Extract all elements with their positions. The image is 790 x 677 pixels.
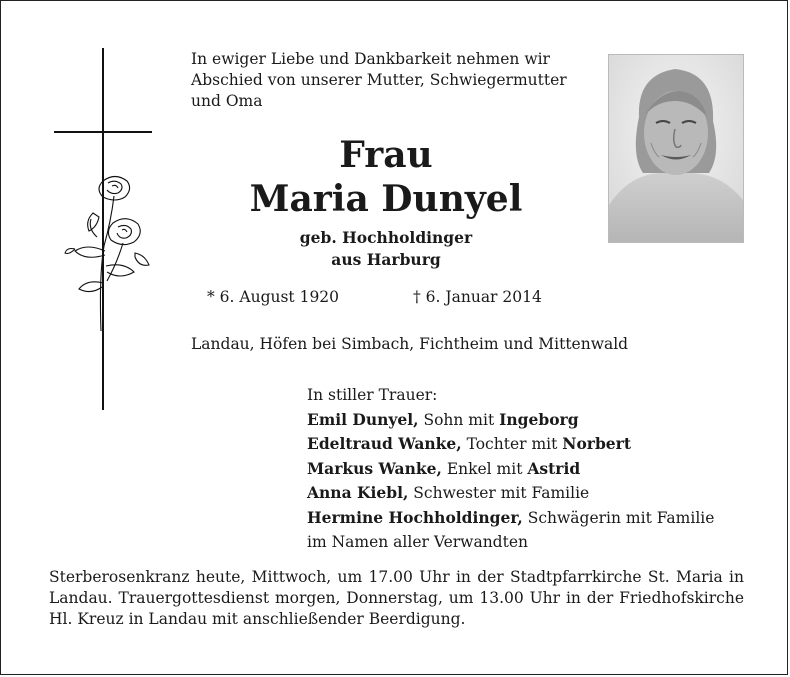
mourner-name: Markus Wanke, (307, 458, 442, 478)
intro-text: In ewiger Liebe und Dankbarkeit nehmen wir Abschied von unserer Mutter, Schwiegermutter und Oma (191, 50, 567, 110)
mourner-relation: Enkel mit (446, 459, 523, 478)
mourner-name: Anna Kiebl, (307, 483, 409, 503)
mourner-relation: Schwägerin mit Familie (527, 508, 715, 527)
mourner-row (307, 481, 767, 506)
mourner-partner: Ingeborg (499, 409, 579, 429)
mourner-relation: Tochter mit (466, 435, 558, 454)
mourner-row (307, 432, 767, 457)
deceased-name: Maria Dunyel (249, 178, 523, 220)
origin: aus Harburg (331, 250, 441, 269)
mourners-heading: In stiller Trauer: (307, 386, 438, 404)
mourner-name: Emil Dunyel, (307, 409, 419, 429)
mourner-row (307, 457, 767, 482)
roses-icon (63, 171, 155, 336)
mourner-partner: Astrid (527, 458, 581, 478)
mourner-relation: Sohn mit (423, 410, 495, 429)
death-date: † 6. Januar 2014 (413, 288, 542, 306)
portrait-photo (608, 54, 744, 243)
cross-bar (54, 131, 152, 133)
mourner-name: Hermine Hochholdinger, (307, 507, 523, 527)
mourner-partner: Norbert (562, 434, 631, 454)
mourner-relation: Schwester mit Familie (413, 484, 590, 503)
deceased-name-block (191, 133, 581, 271)
birth-date: * 6. August 1920 (207, 288, 340, 306)
salutation: Frau (339, 134, 433, 176)
service-details: Sterberosenkranz heute, Mittwoch, um 17.00 Uhr in der Stadtpfarrkirche St. Maria in Landau. Trauergottesdienst morgen, Donnerstag, um 13.00 Uhr in der Friedhofskirche Hl. Kreuz in Landau mit anschließender Beerdigung. (49, 568, 744, 628)
places-line: Landau, Höfen bei Simbach, Fichtheim und Mittenwald (191, 335, 629, 353)
maiden-name: geb. Hochholdinger (299, 228, 473, 247)
mourner-row (307, 408, 767, 433)
mourners-list (307, 384, 767, 554)
mourner-name: Edeltraud Wanke, (307, 434, 462, 454)
mourners-closing: im Namen aller Verwandten (307, 532, 528, 551)
mourner-row (307, 506, 767, 531)
